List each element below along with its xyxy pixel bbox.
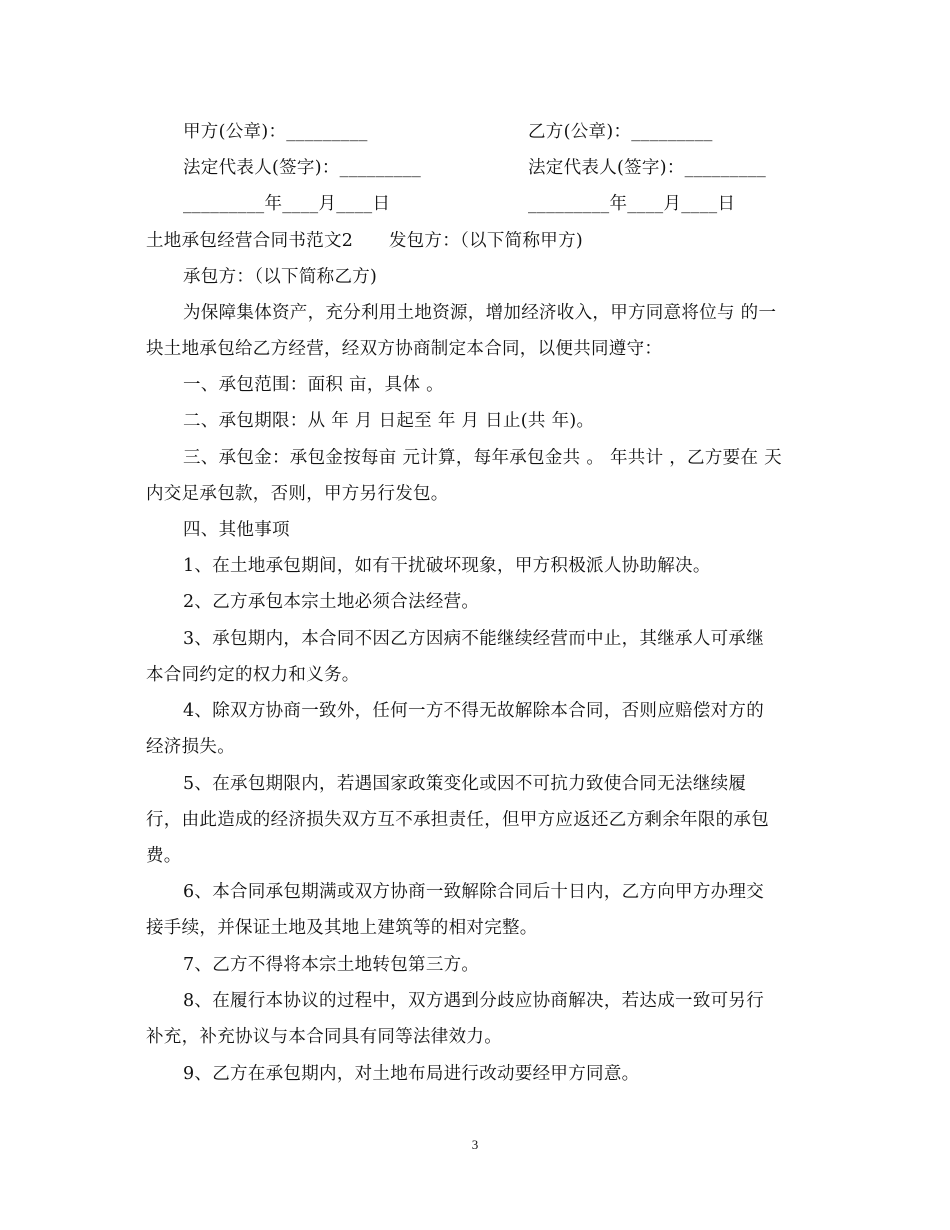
item-3-line-1: 3、承包期内，本合同不因乙方因病不能继续经营而中止，其继承人可承继	[183, 629, 765, 649]
item-8-line-2: 补充，补充协议与本合同具有同等法律效力。	[146, 1027, 502, 1047]
item-1: 1、在土地承包期间，如有干扰破坏现象，甲方积极派人协助解决。	[183, 556, 711, 576]
item-5-line-3: 费。	[146, 846, 182, 866]
item-5-line-1: 5、在承包期限内，若遇国家政策变化或因不可抗力致使合同无法继续履	[183, 774, 747, 794]
party-a-date: _________年____月____日	[183, 194, 391, 214]
item-7: 7、乙方不得将本宗土地转包第三方。	[183, 955, 480, 975]
item-4-line-1: 4、除双方协商一致外，任何一方不得无故解除本合同，否则应赔偿对方的	[183, 701, 765, 721]
item-6-line-2: 接手续，并保证土地及其地上建筑等的相对完整。	[146, 918, 538, 938]
item-8-line-1: 8、在履行本协议的过程中，双方遇到分歧应协商解决，若达成一致可另行	[183, 991, 765, 1011]
item-4-line-2: 经济损失。	[146, 737, 235, 757]
item-6-line-1: 6、本合同承包期满或双方协商一致解除合同后十日内，乙方向甲方办理交	[183, 882, 765, 902]
clause-other: 四、其他事项	[183, 520, 290, 540]
clause-scope: 一、承包范围：面积 亩，具体 。	[183, 375, 444, 395]
party-b-date: _________年____月____日	[528, 194, 736, 214]
intro-line-1: 为保障集体资产，充分利用土地资源，增加经济收入，甲方同意将位与 的一	[183, 303, 777, 323]
clause-fee-line-1: 三、承包金：承包金按每亩 元计算，每年承包金共 。 年共计 ，乙方要在 天	[183, 448, 782, 468]
party-b-representative: 法定代表人(签字)：_________	[528, 158, 767, 178]
page-number: 3	[471, 1137, 479, 1152]
party-b-seal: 乙方(公章)：_________	[528, 122, 713, 142]
item-5-line-2: 行，由此造成的经济损失双方互不承担责任，但甲方应返还乙方剩余年限的承包	[146, 810, 769, 830]
item-2: 2、乙方承包本宗土地必须合法经营。	[183, 592, 480, 612]
item-9: 9、乙方在承包期内，对土地布局进行改动要经甲方同意。	[183, 1064, 640, 1084]
clause-term: 二、承包期限：从 年 月 日起至 年 月 日止(共 年)。	[183, 411, 595, 431]
party-a-seal: 甲方(公章)：_________	[183, 122, 368, 142]
item-3-line-2: 本合同约定的权力和义务。	[146, 665, 360, 685]
contract-heading: 土地承包经营合同书范文2 发包方：（以下简称甲方)	[146, 231, 584, 251]
contractor-line: 承包方：（以下简称乙方)	[183, 267, 378, 287]
party-a-representative: 法定代表人(签字)：_________	[183, 158, 422, 178]
clause-fee-line-2: 内交足承包款，否则，甲方另行发包。	[146, 484, 449, 504]
intro-line-2: 块土地承包给乙方经营，经双方协商制定本合同，以便共同遵守：	[146, 339, 663, 359]
